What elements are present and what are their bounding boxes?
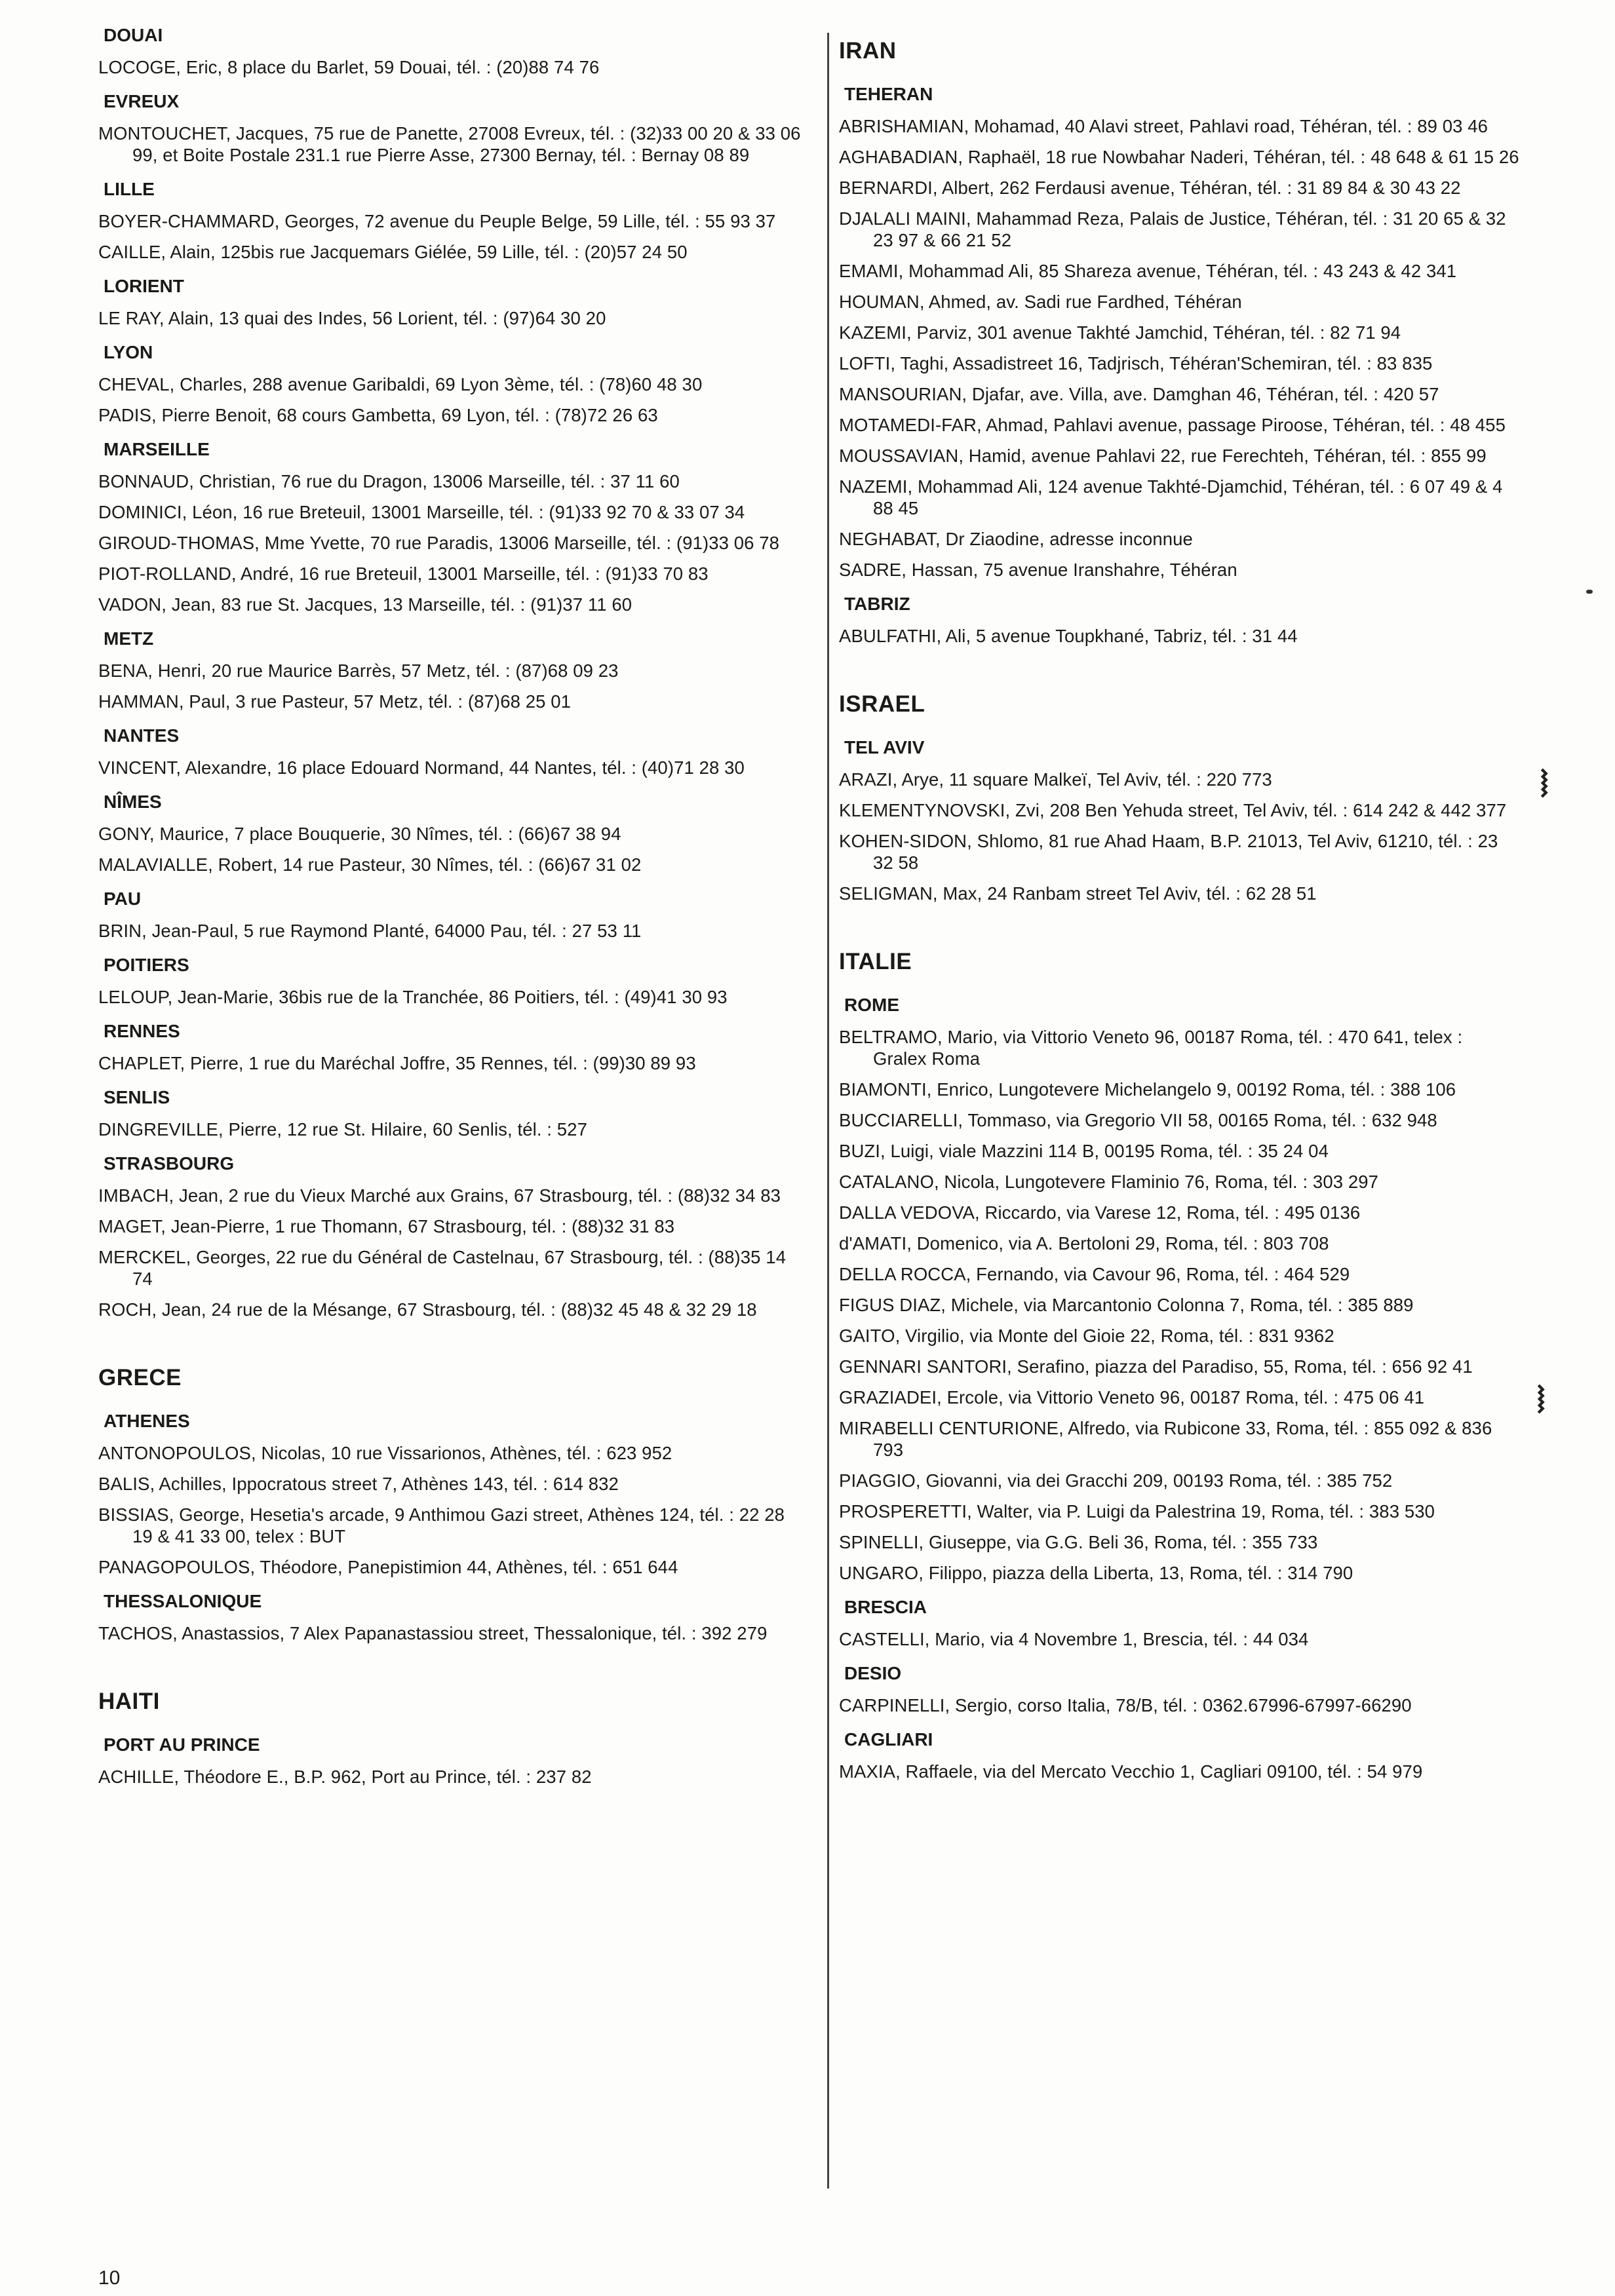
directory-entry: HAMMAN, Paul, 3 rue Pasteur, 57 Metz, tél. : (87)68 25 01	[98, 691, 572, 712]
city-heading: THESSALONIQUE	[104, 1591, 262, 1611]
city-heading: POITIERS	[104, 955, 189, 975]
directory-entry: BONNAUD, Christian, 76 rue du Dragon, 13006 Marseille, tél. : 37 11 60	[98, 471, 680, 491]
directory-entry: SADRE, Hassan, 75 avenue Iranshahre, Téhéran	[839, 560, 1237, 580]
directory-entry: MALAVIALLE, Robert, 14 rue Pasteur, 30 Nîmes, tél. : (66)67 31 02	[98, 854, 642, 875]
directory-entry: BUZI, Luigi, viale Mazzini 114 B, 00195 Roma, tél. : 35 24 04	[839, 1141, 1329, 1161]
city-heading: EVREUX	[104, 91, 180, 111]
directory-entry: BALIS, Achilles, Ippocratous street 7, Athènes 143, tél. : 614 832	[98, 1474, 619, 1494]
directory-entry: ABRISHAMIAN, Mohamad, 40 Alavi street, Pahlavi road, Téhéran, tél. : 89 03 46	[839, 116, 1489, 136]
city-heading: DESIO	[844, 1663, 902, 1683]
directory-entry: UNGARO, Filippo, piazza della Liberta, 13, Roma, tél. : 314 790	[839, 1563, 1353, 1583]
city-heading: LILLE	[104, 179, 155, 199]
directory-entry: BUCCIARELLI, Tommaso, via Gregorio VII 58, 00165 Roma, tél. : 632 948	[839, 1110, 1437, 1130]
directory-entry: BRIN, Jean-Paul, 5 rue Raymond Planté, 64000 Pau, tél. : 27 53 11	[98, 921, 642, 941]
city-heading: TEL AVIV	[844, 737, 925, 757]
city-heading: ROME	[844, 995, 899, 1015]
directory-entry: ARAZI, Arye, 11 square Malkeï, Tel Aviv, tél. : 220 773	[839, 769, 1272, 790]
city-heading: MARSEILLE	[104, 439, 210, 459]
directory-entry: VINCENT, Alexandre, 16 place Edouard Normand, 44 Nantes, tél. : (40)71 28 30	[98, 757, 745, 778]
directory-entry: CATALANO, Nicola, Lungotevere Flaminio 76, Roma, tél. : 303 297	[839, 1172, 1379, 1192]
city-heading: LORIENT	[104, 276, 184, 296]
directory-entry: IMBACH, Jean, 2 rue du Vieux Marché aux Grains, 67 Strasbourg, tél. : (88)32 34 83	[98, 1185, 781, 1206]
page-number: 10	[98, 2267, 121, 2289]
directory-entry: MANSOURIAN, Djafar, ave. Villa, ave. Damghan 46, Téhéran, tél. : 420 57	[839, 384, 1439, 404]
directory-entry: DINGREVILLE, Pierre, 12 rue St. Hilaire, 60 Senlis, tél. : 527	[98, 1119, 587, 1139]
directory-entry: KLEMENTYNOVSKI, Zvi, 208 Ben Yehuda street, Tel Aviv, tél. : 614 242 & 442 377	[839, 800, 1507, 820]
directory-entry: NAZEMI, Mohammad Ali, 124 avenue Takhté-Djamchid, Téhéran, tél. : 6 07 49 & 4 88 45	[839, 476, 1503, 518]
city-heading: TABRIZ	[844, 594, 910, 614]
city-heading: TEHERAN	[844, 84, 933, 104]
directory-entry: MOTAMEDI-FAR, Ahmad, Pahlavi avenue, passage Piroose, Téhéran, tél. : 48 455	[839, 415, 1506, 435]
directory-entry: DELLA ROCCA, Fernando, via Cavour 96, Roma, tél. : 464 529	[839, 1264, 1350, 1284]
country-heading: IRAN	[839, 38, 897, 64]
scan-speck	[1586, 590, 1593, 594]
directory-entry: LE RAY, Alain, 13 quai des Indes, 56 Lorient, tél. : (97)64 30 20	[98, 308, 606, 328]
directory-entry: PANAGOPOULOS, Théodore, Panepistimion 44, Athènes, tél. : 651 644	[98, 1557, 678, 1577]
directory-entry: DALLA VEDOVA, Riccardo, via Varese 12, Roma, tél. : 495 0136	[839, 1202, 1361, 1223]
directory-entry: BENA, Henri, 20 rue Maurice Barrès, 57 Metz, tél. : (87)68 09 23	[98, 660, 619, 681]
directory-entry: MAXIA, Raffaele, via del Mercato Vecchio 1, Cagliari 09100, tél. : 54 979	[839, 1761, 1423, 1782]
directory-entry: GAITO, Virgilio, via Monte del Gioie 22, Roma, tél. : 831 9362	[839, 1326, 1334, 1346]
city-heading: CAGLIARI	[844, 1729, 933, 1750]
country-heading: GRECE	[98, 1365, 182, 1390]
directory-entry: GENNARI SANTORI, Serafino, piazza del Paradiso, 55, Roma, tél. : 656 92 41	[839, 1356, 1473, 1377]
directory-entry: CHAPLET, Pierre, 1 rue du Maréchal Joffre, 35 Rennes, tél. : (99)30 89 93	[98, 1053, 696, 1073]
directory-entry: DJALALI MAINI, Mahammad Reza, Palais de Justice, Téhéran, tél. : 31 20 65 & 32 23 97 & 66 21 52	[839, 208, 1506, 250]
directory-entry: HOUMAN, Ahmed, av. Sadi rue Fardhed, Téhéran	[839, 292, 1242, 312]
directory-entry: AGHABADIAN, Raphaël, 18 rue Nowbahar Naderi, Téhéran, tél. : 48 648 & 61 15 26	[839, 147, 1519, 167]
directory-entry: ANTONOPOULOS, Nicolas, 10 rue Vissarionos, Athènes, tél. : 623 952	[98, 1443, 672, 1463]
directory-entry: SELIGMAN, Max, 24 Ranbam street Tel Aviv, tél. : 62 28 51	[839, 883, 1317, 904]
directory-entry: GONY, Maurice, 7 place Bouquerie, 30 Nîmes, tél. : (66)67 38 94	[98, 824, 621, 844]
city-heading: ATHENES	[104, 1411, 190, 1431]
directory-entry: CARPINELLI, Sergio, corso Italia, 78/B, tél. : 0362.67996-67997-66290	[839, 1695, 1412, 1715]
country-heading: HAITI	[98, 1689, 160, 1714]
directory-entry: PIOT-ROLLAND, André, 16 rue Breteuil, 13001 Marseille, tél. : (91)33 70 83	[98, 564, 709, 584]
directory-entry: ROCH, Jean, 24 rue de la Mésange, 67 Strasbourg, tél. : (88)32 45 48 & 32 29 18	[98, 1299, 757, 1320]
directory-entry: BOYER-CHAMMARD, Georges, 72 avenue du Peuple Belge, 59 Lille, tél. : 55 93 37	[98, 211, 776, 231]
country-heading: ISRAEL	[839, 691, 925, 717]
directory-entry: DOMINICI, Léon, 16 rue Breteuil, 13001 Marseille, tél. : (91)33 92 70 & 33 07 34	[98, 502, 745, 522]
directory-entry: GRAZIADEI, Ercole, via Vittorio Veneto 96, 00187 Roma, tél. : 475 06 41	[839, 1387, 1425, 1407]
directory-entry: FIGUS DIAZ, Michele, via Marcantonio Colonna 7, Roma, tél. : 385 889	[839, 1295, 1414, 1315]
directory-entry: MERCKEL, Georges, 22 rue du Général de Castelnau, 67 Strasbourg, tél. : (88)35 14 74	[98, 1247, 787, 1289]
directory-entry: PROSPERETTI, Walter, via P. Luigi da Palestrina 19, Roma, tél. : 383 530	[839, 1501, 1435, 1521]
margin-mark: ⧘	[1537, 1377, 1546, 1421]
directory-entry: CASTELLI, Mario, via 4 Novembre 1, Brescia, tél. : 44 034	[839, 1629, 1309, 1649]
directory-entry: CHEVAL, Charles, 288 avenue Garibaldi, 69 Lyon 3ème, tél. : (78)60 48 30	[98, 374, 703, 394]
column-divider	[827, 33, 829, 2189]
directory-entry: d'AMATI, Domenico, via A. Bertoloni 29, Roma, tél. : 803 708	[839, 1233, 1329, 1253]
directory-entry: MONTOUCHET, Jacques, 75 rue de Panette, 27008 Evreux, tél. : (32)33 00 20 & 33 06 99, et Boite Postale 231.1 rue Pierre Asse, 27300 Bernay, tél. : Bernay 08 89	[98, 123, 801, 165]
directory-entry: GIROUD-THOMAS, Mme Yvette, 70 rue Paradis, 13006 Marseille, tél. : (91)33 06 78	[98, 533, 780, 553]
country-heading: ITALIE	[839, 949, 912, 974]
directory-entry: MIRABELLI CENTURIONE, Alfredo, via Rubicone 33, Roma, tél. : 855 092 & 836 793	[839, 1418, 1492, 1460]
directory-entry: PADIS, Pierre Benoit, 68 cours Gambetta, 69 Lyon, tél. : (78)72 26 63	[98, 405, 658, 425]
city-heading: STRASBOURG	[104, 1153, 235, 1174]
city-heading: LYON	[104, 342, 153, 362]
city-heading: BRESCIA	[844, 1597, 927, 1617]
directory-entry: PIAGGIO, Giovanni, via dei Gracchi 209, 00193 Roma, tél. : 385 752	[839, 1470, 1393, 1491]
city-heading: NANTES	[104, 725, 180, 746]
directory-entry: LELOUP, Jean-Marie, 36bis rue de la Tranchée, 86 Poitiers, tél. : (49)41 30 93	[98, 987, 728, 1007]
directory-entry: KAZEMI, Parviz, 301 avenue Takhté Jamchid, Téhéran, tél. : 82 71 94	[839, 322, 1401, 343]
directory-entry: MOUSSAVIAN, Hamid, avenue Pahlavi 22, rue Ferechteh, Téhéran, tél. : 855 99	[839, 446, 1487, 466]
city-heading: RENNES	[104, 1021, 180, 1041]
directory-entry: VADON, Jean, 83 rue St. Jacques, 13 Marseille, tél. : (91)37 11 60	[98, 594, 632, 615]
directory-entry: ABULFATHI, Ali, 5 avenue Toupkhané, Tabriz, tél. : 31 44	[839, 626, 1298, 646]
city-heading: DOUAI	[104, 25, 163, 45]
city-heading: PAU	[104, 889, 142, 909]
directory-entry: CAILLE, Alain, 125bis rue Jacquemars Giélée, 59 Lille, tél. : (20)57 24 50	[98, 242, 688, 262]
city-heading: PORT AU PRINCE	[104, 1734, 260, 1755]
directory-entry: LOCOGE, Eric, 8 place du Barlet, 59 Douai, tél. : (20)88 74 76	[98, 57, 600, 77]
directory-entry: EMAMI, Mohammad Ali, 85 Shareza avenue, Téhéran, tél. : 43 243 & 42 341	[839, 261, 1457, 281]
left-column	[98, 22, 806, 1797]
city-heading: SENLIS	[104, 1087, 170, 1107]
directory-entry: LOFTI, Taghi, Assadistreet 16, Tadjrisch, Téhéran'Schemiran, tél. : 83 835	[839, 353, 1433, 373]
margin-mark: ⧘	[1540, 761, 1549, 805]
directory-entry: KOHEN-SIDON, Shlomo, 81 rue Ahad Haam, B.P. 21013, Tel Aviv, 61210, tél. : 23 32 58	[839, 831, 1498, 873]
directory-entry: BIAMONTI, Enrico, Lungotevere Michelangelo 9, 00192 Roma, tél. : 388 106	[839, 1079, 1456, 1100]
directory-entry: BERNARDI, Albert, 262 Ferdausi avenue, Téhéran, tél. : 31 89 84 & 30 43 22	[839, 178, 1461, 198]
directory-entry: MAGET, Jean-Pierre, 1 rue Thomann, 67 Strasbourg, tél. : (88)32 31 83	[98, 1216, 675, 1236]
directory-entry: BISSIAS, George, Hesetia's arcade, 9 Anthimou Gazi street, Athènes 124, tél. : 22 28 19 & 41 33 00, telex : BUT	[98, 1504, 785, 1546]
right-column	[839, 22, 1521, 1791]
directory-entry: NEGHABAT, Dr Ziaodine, adresse inconnue	[839, 529, 1193, 549]
directory-entry: TACHOS, Anastassios, 7 Alex Papanastassiou street, Thessalonique, tél. : 392 279	[98, 1623, 768, 1643]
directory-entry: BELTRAMO, Mario, via Vittorio Veneto 96, 00187 Roma, tél. : 470 641, telex : Gralex Roma	[839, 1027, 1463, 1069]
city-heading: METZ	[104, 628, 154, 649]
directory-entry: ACHILLE, Théodore E., B.P. 962, Port au Prince, tél. : 237 82	[98, 1767, 592, 1787]
directory-entry: SPINELLI, Giuseppe, via G.G. Beli 36, Roma, tél. : 355 733	[839, 1532, 1318, 1552]
city-heading: NÎMES	[104, 792, 162, 812]
